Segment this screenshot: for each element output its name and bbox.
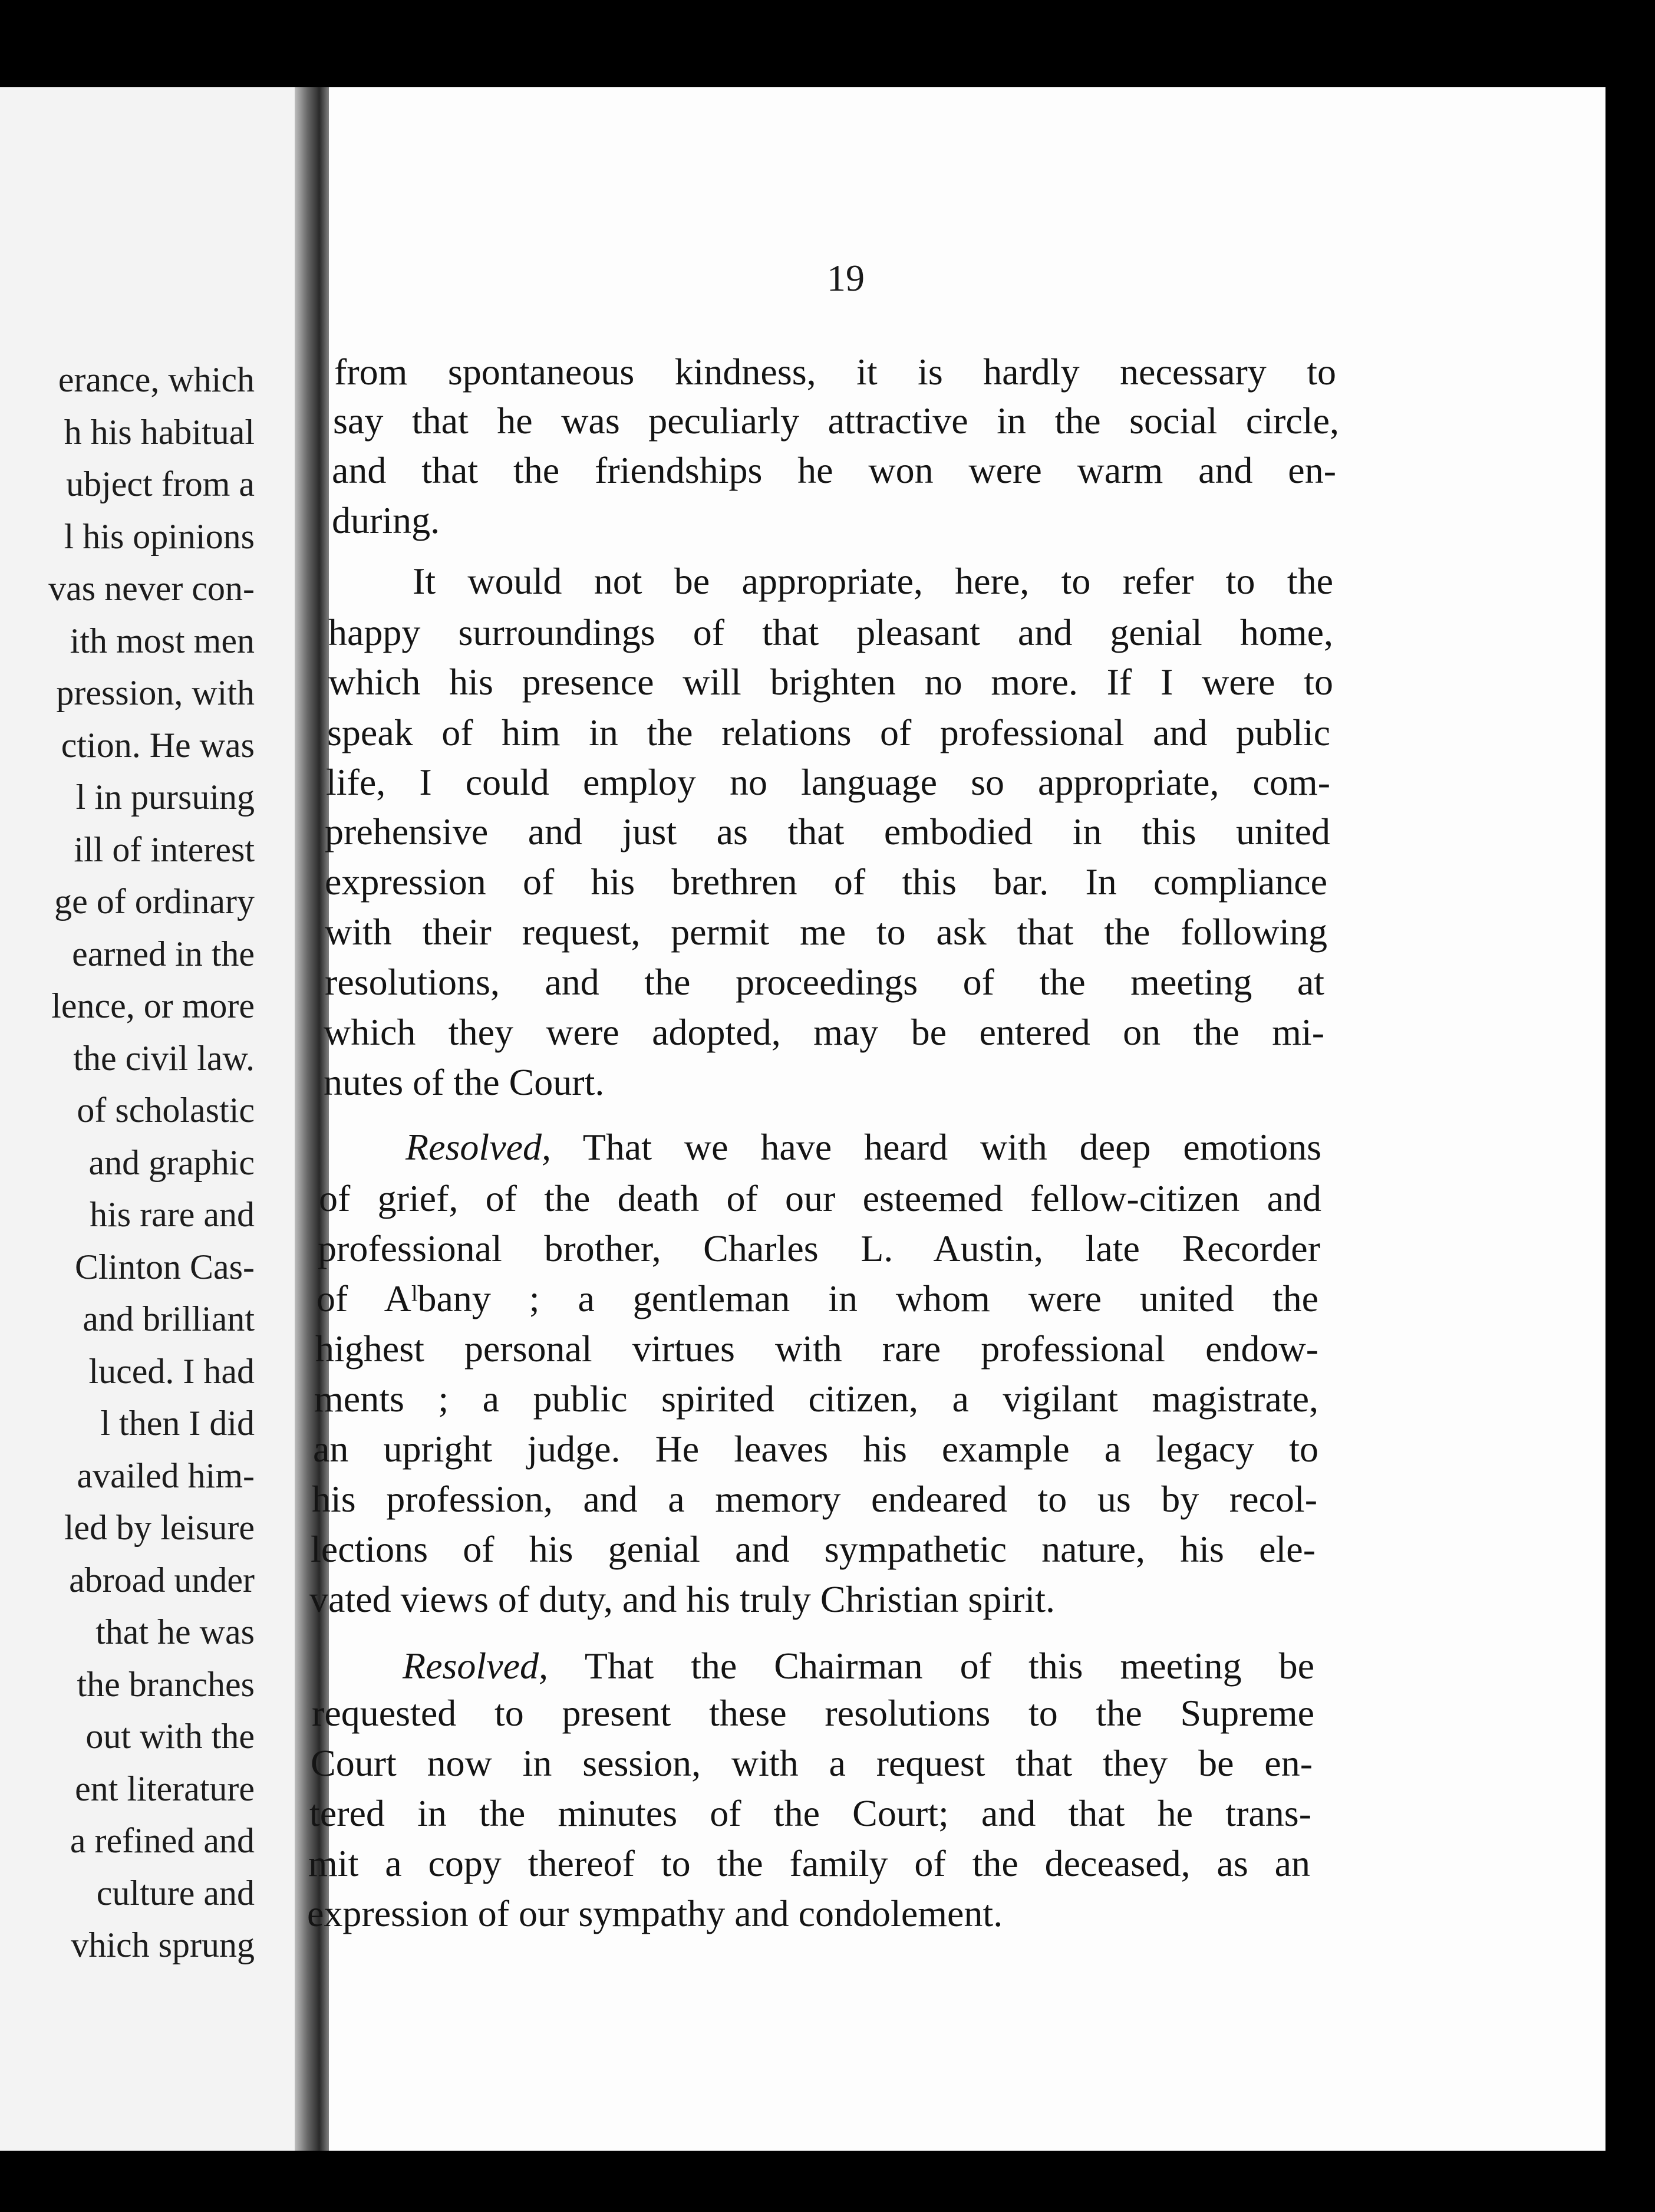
left-page-line: abroad under <box>69 1560 255 1599</box>
left-page-line: the branches <box>77 1664 255 1704</box>
body-text-line: of grief, of the death of our esteemed fellow-citizen and <box>319 1177 1321 1219</box>
body-text-line: which they were adopted, may be entered on the mi- <box>324 1011 1324 1053</box>
left-page-line: l his opinions <box>64 516 255 556</box>
body-text-line: highest personal virtues with rare professional endow- <box>315 1328 1318 1370</box>
body-text-line: Court now in session, with a request that they be en- <box>311 1742 1313 1784</box>
body-text-line: from spontaneous kindness, it is hardly necessary to <box>334 351 1336 393</box>
left-page-line: h his habitual <box>64 412 255 452</box>
body-text-line: life, I could employ no language so appropriate, com- <box>326 761 1330 803</box>
body-text-line: mit a copy thereof to the family of the deceased, as an <box>308 1842 1310 1884</box>
page-number: 19 <box>827 257 865 299</box>
body-text-line: nutes of the Court. <box>324 1061 605 1103</box>
body-text-line: of Aˡbany ; a gentleman in whom were united the <box>317 1278 1318 1319</box>
body-text-line: requested to present these resolutions to the Supreme <box>312 1692 1314 1734</box>
body-text-line: an upright judge. He leaves his example a legacy to <box>313 1428 1318 1470</box>
body-text-line: expression of our sympathy and condolement. <box>307 1892 1003 1934</box>
left-page-line: l in pursuing <box>75 778 255 817</box>
left-page-line: of scholastic <box>77 1091 255 1130</box>
resolved-label: Resolved, <box>403 1645 548 1687</box>
body-text-line: It would not be appropriate, here, to refer to the <box>413 560 1333 602</box>
body-text-line: lections of his genial and sympathetic nature, his ele- <box>311 1528 1316 1570</box>
left-page-line: led by leisure <box>64 1508 255 1547</box>
left-page-fragment <box>0 87 295 2151</box>
resolved-label: Resolved, <box>405 1126 551 1168</box>
body-text-line: say that he was peculiarly attractive in the social circle, <box>333 400 1339 442</box>
body-text-line: vated views of duty, and his truly Christian spirit. <box>309 1578 1056 1620</box>
left-page-line: l then I did <box>100 1404 255 1443</box>
left-page-line: his rare and <box>90 1195 255 1234</box>
body-text-line: which his presence will brighten no more. If I were to <box>328 661 1333 703</box>
left-page-line: erance, which <box>58 360 255 399</box>
body-text-line: during. <box>332 499 440 541</box>
left-page-line: vhich sprung <box>71 1925 255 1964</box>
left-page-line: ill of interest <box>74 830 255 869</box>
left-page-line: culture and <box>96 1873 255 1913</box>
left-page-line: ge of ordinary <box>54 882 255 921</box>
body-text-line: ments ; a public spirited citizen, a vigilant magistrate, <box>314 1378 1318 1420</box>
left-page-line: the civil law. <box>73 1038 255 1078</box>
body-text-line: speak of him in the relations of professional and public <box>327 712 1330 753</box>
resolution-first-line <box>403 1642 1314 1690</box>
left-page-line: ith most men <box>70 621 255 660</box>
left-page-line: and graphic <box>88 1143 255 1182</box>
body-text-line: expression of his brethren of this bar. In compliance <box>325 861 1327 903</box>
body-text-line: his profession, and a memory endeared to us by recol- <box>312 1478 1317 1520</box>
left-page-line: Clinton Cas- <box>74 1247 255 1286</box>
body-text-fragment: That the Chairman of this meeting be <box>548 1645 1314 1687</box>
left-page-line: vas never con- <box>48 569 255 608</box>
body-text-line: tered in the minutes of the Court; and that he trans- <box>309 1792 1311 1834</box>
left-page-line: ction. He was <box>61 725 255 765</box>
body-text-line: prehensive and just as that embodied in this united <box>325 811 1330 852</box>
left-page-line: a refined and <box>70 1821 255 1860</box>
left-page-line: and brilliant <box>83 1299 255 1338</box>
body-text-fragment: That we have heard with deep emotions <box>551 1126 1321 1168</box>
resolution-first-line <box>405 1123 1321 1171</box>
body-text-line: happy surroundings of that pleasant and genial home, <box>328 611 1333 653</box>
left-page-line: lence, or more <box>51 986 255 1025</box>
left-page-line: availed him- <box>77 1456 255 1495</box>
body-text-line: professional brother, Charles L. Austin, late Recorder <box>318 1227 1320 1269</box>
body-text-line: and that the friendships he won were warm and en- <box>332 449 1336 491</box>
left-page-line: pression, with <box>56 673 255 712</box>
body-text-line: with their request, permit me to ask that the following <box>325 911 1327 953</box>
left-page-line: out with the <box>85 1717 255 1756</box>
left-page-text <box>0 354 255 1971</box>
left-page-line: that he was <box>95 1612 255 1651</box>
body-text-line: resolutions, and the proceedings of the meeting at <box>325 961 1324 1003</box>
left-page-line: earned in the <box>72 934 255 973</box>
left-page-line: luced. I had <box>88 1351 255 1391</box>
left-page-line: ent literature <box>75 1769 255 1808</box>
right-page <box>307 87 1605 2151</box>
left-page-line: ubject from a <box>66 465 255 503</box>
